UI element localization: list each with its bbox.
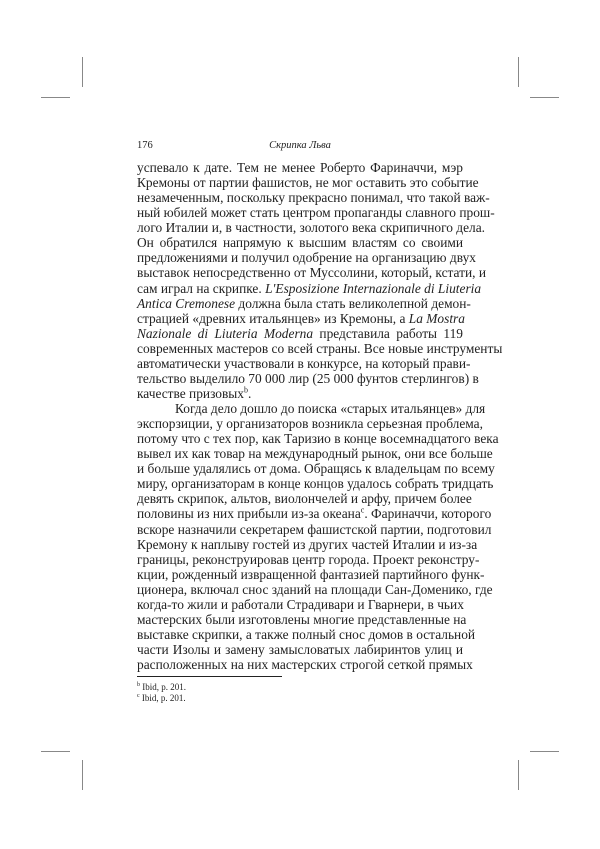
line-text: вскоре назначили секретарем фашистской партии, подготовил (137, 521, 492, 537)
italic-title: Nazionale di Liuteria Moderna (137, 325, 314, 341)
line-text: предложениями и получил одобрение на организацию двух (137, 250, 476, 266)
line-text: успевало к дате. Тем не менее Роберто Фариначчи, мэр (137, 160, 463, 175)
line-text: выставке скрипки, а также полный снос домов в остальной (137, 626, 476, 642)
text-line (137, 566, 485, 582)
text-line (137, 235, 463, 250)
text-line (137, 326, 463, 341)
text-line (137, 370, 479, 386)
line-text: тельство выделило 70 000 лир (25 000 фунтов стерлингов) в (137, 370, 479, 386)
text-line (137, 491, 472, 507)
line-text: границы, реконструировав центр города. Проект реконстру- (137, 551, 480, 567)
footnote-ref: b (244, 385, 249, 395)
text-line (137, 551, 480, 567)
line-text: Кремоны от партии фашистов, не мог оставить это событие (137, 175, 479, 191)
running-title: Скрипка Льва (269, 140, 331, 151)
line-text: . Фариначчи, которого (364, 506, 492, 522)
line-text: половины из них прибыли из-за океана (137, 506, 361, 522)
text-line (137, 581, 493, 597)
line-text: . (248, 385, 252, 401)
crop-mark-top-right-vertical (518, 57, 519, 87)
text-line (137, 505, 492, 522)
line-text: должна была стать великолепной демон- (235, 295, 471, 311)
text-line (137, 340, 503, 356)
text-line (137, 657, 473, 673)
crop-mark-top-left-horizontal (41, 97, 70, 98)
footnote-mark: c (137, 693, 140, 699)
text-line (137, 160, 463, 175)
page-number: 176 (137, 140, 153, 151)
text-line (137, 401, 486, 416)
line-text: сам играл на скрипке. (137, 280, 262, 296)
line-text: девять скрипок, альтов, виолончелей и арфу, причем более (137, 491, 472, 507)
italic-title: L'Esposizione Internazionale di Liuteria (265, 280, 482, 296)
text-line (137, 220, 485, 236)
line-text: вывел их как товар на международный рынок, они все больше (137, 446, 493, 462)
line-text: экспорзиции, у организаторов возникла серьезная проблема, (137, 416, 483, 432)
footnote-mark: b (137, 682, 140, 688)
footnote-separator (137, 676, 282, 677)
line-text: расположенных на них мастерских строгой сеткой прямых (137, 657, 473, 673)
line-text: потому что с тех пор, как Таризио в конце восемнадцатого века (137, 431, 499, 447)
text-line (137, 597, 463, 612)
text-line (137, 416, 483, 432)
line-text: ционера, включал снос зданий на площади Сан-Доменико, где (137, 581, 493, 597)
line-text: Он обратился напрямую к высшим властям со своими (137, 235, 463, 251)
line-text: представила работы 119 (313, 325, 463, 341)
line-text: Кремону к наплыву гостей из других частей Италии и из-за (137, 536, 478, 552)
text-line (137, 521, 492, 537)
line-text: Когда дело дошло до поиска «старых итальянцев» для (175, 401, 486, 416)
text-line (137, 190, 490, 206)
line-text: мастерских были изготовлены многие представленные на (137, 611, 467, 627)
text-line (137, 446, 493, 462)
line-text: части Изолы и замену замысловатых лабиринтов улиц и (137, 642, 463, 657)
crop-mark-top-left-vertical (82, 57, 83, 87)
line-text: когда-то жили и работали Страдивари и Гварнери, в чьих (137, 596, 464, 612)
footnote-ref: c (360, 505, 365, 515)
line-text: лого Италии и, в частности, золотого века скрипичного дела. (137, 220, 485, 236)
line-text: кции, рожденный извращенной фантазией партийного функ- (137, 566, 485, 582)
crop-mark-bottom-right-horizontal (530, 751, 559, 752)
crop-mark-bottom-right-vertical (518, 760, 519, 790)
footnote-b (137, 682, 186, 692)
text-line (137, 386, 463, 401)
line-text: страцией «древних итальянцев» из Кремоны, а (137, 310, 406, 326)
text-line (137, 265, 487, 281)
line-text: ный юбилей может стать центром пропаганды славного прош- (137, 205, 495, 221)
body-text (137, 160, 503, 673)
line-text: качестве призовых (137, 385, 245, 401)
text-line (137, 355, 471, 371)
crop-mark-top-right-horizontal (530, 97, 559, 98)
footnote-text: Ibid, p. 201. (140, 682, 186, 692)
text-line (137, 626, 476, 642)
text-line (137, 476, 494, 492)
footnote-c (137, 693, 186, 703)
text-line (137, 295, 471, 311)
footnote-text: Ibid, p. 201. (139, 693, 186, 703)
text-line (137, 205, 495, 221)
text-line (137, 611, 467, 627)
line-text: современных мастеров со всей страны. Все новые инструменты (137, 340, 503, 356)
text-line (137, 461, 495, 477)
crop-mark-bottom-left-vertical (82, 760, 83, 790)
line-text: и больше удалялись от дома. Обращясь к владельцам по всему (137, 461, 495, 477)
line-text: миру, организаторам в конце концов удалось собрать тридцать (137, 476, 494, 492)
text-line (137, 536, 478, 552)
italic-title: La Mostra (408, 310, 465, 326)
crop-mark-bottom-left-horizontal (41, 751, 70, 752)
text-line (137, 642, 463, 657)
text-line (137, 175, 479, 191)
line-text: незамеченным, поскольку прекрасно понимал, что такой важ- (137, 190, 490, 206)
text-line (137, 280, 482, 296)
text-line (137, 431, 499, 447)
text-line (137, 250, 476, 266)
italic-title: Antica Cremonese (137, 295, 236, 311)
line-text: выставок непосредственно от Муссолини, который, кстати, и (137, 265, 487, 281)
text-line (137, 311, 463, 326)
line-text: автоматически участвовали в конкурсе, на который прави- (137, 355, 471, 371)
